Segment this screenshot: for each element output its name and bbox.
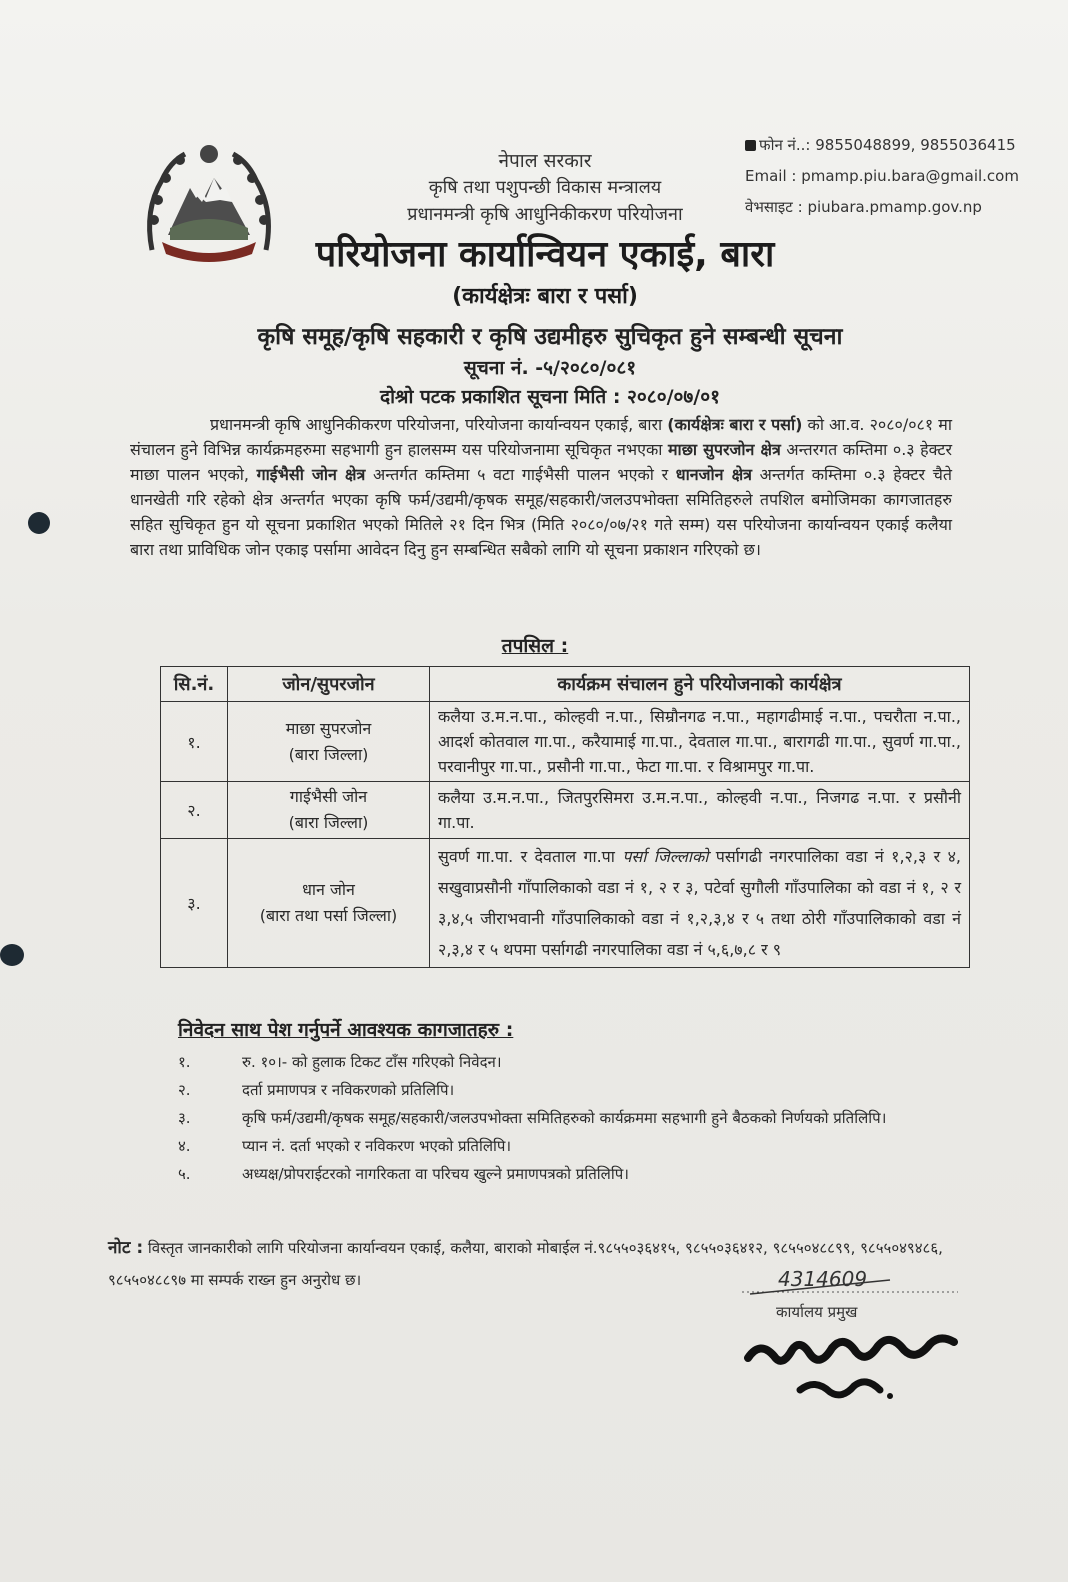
table-row bbox=[161, 839, 970, 968]
item-number: १. bbox=[178, 1053, 191, 1071]
details-heading: तपसिल : bbox=[501, 635, 569, 657]
list-item bbox=[178, 1162, 948, 1187]
nepal-emblem-icon bbox=[140, 140, 278, 265]
intro-text-5: अन्तर्गत कम्तिमा ०.३ हेक्टर चैते धानखेती गरि रहेको क्षेत्र अन्तर्गत भएका कृषि फर्म/उद्यमी/कृषक समूह/सहकारी/जलउपभोक्ता समितिहरुले तपशिल बमोजिमका कागजातहरु सहित सुचिकृत हुन यो सूचना प्रकाशित भएको मितिले २१ दिन भित्र (मिति २०८०/०७/२१ गते सम्म) यस परियोजना कार्यान्वयन एकाई कलैया बारा तथा प्राविधिक जोन एकाइ पर्सामा आवेदन दिनु हुन सम्बन्धित सबैको लागि यो सूचना प्रकाशन गरिएको छ। bbox=[130, 465, 953, 559]
col-area: कार्यक्रम संचालन हुने परियोजनाको कार्यक्षेत्र bbox=[430, 667, 970, 702]
zone-name: माछा सुपरजोन bbox=[285, 718, 372, 738]
item-number: ३. bbox=[178, 1109, 191, 1127]
area-text-italic: पर्सा जिल्लाको bbox=[622, 847, 709, 866]
item-number: ४. bbox=[178, 1137, 191, 1155]
item-text: अध्यक्ष/प्रोपराईटरको नागरिकता वा परिचय खुल्ने प्रमाणपत्रको प्रतिलिपि। bbox=[242, 1165, 629, 1183]
area-text-a: सुवर्ण गा.पा. र देवताल गा.पा bbox=[438, 847, 623, 866]
zone-district: (बारा जिल्ला) bbox=[288, 813, 369, 832]
row-sn: १. bbox=[161, 702, 228, 782]
note-text: विस्तृत जानकारीको लागि परियोजना कार्यान्वयन एकाई, कलैया, बाराको मोबाईल नं.९८५५०३६४१५, ९८५५०३६४१२, ९८५५०४८८९९, ९८५५०४९४८६, ९८५५०४८८९७ मा सम्पर्क राख्न हुन अनुरोध छ। bbox=[108, 1239, 943, 1289]
punch-hole-top bbox=[28, 512, 50, 534]
email-label: Email : bbox=[745, 167, 797, 185]
website-row bbox=[745, 192, 1065, 223]
intro-text-4: अन्तर्गत कम्तिमा ५ वटा गाईभैसी पालन भएको र bbox=[365, 465, 676, 484]
zone-name: गाईभैसी जोन bbox=[289, 787, 368, 806]
notice-number: सूचना नं. -५/२०८०/०८१ bbox=[463, 357, 637, 379]
row-zone bbox=[228, 839, 430, 968]
col-zone: जोन/सुपरजोन bbox=[228, 667, 430, 702]
zone-name: धान जोन bbox=[302, 880, 355, 899]
intro-paragraph bbox=[130, 412, 952, 562]
phone-icon bbox=[745, 140, 756, 151]
handwritten-reference bbox=[740, 1262, 960, 1296]
list-item bbox=[178, 1134, 948, 1159]
letterhead bbox=[310, 148, 780, 314]
intro-bold-3: गाईभैसी जोन क्षेत्र bbox=[256, 465, 366, 484]
notice-date: दोश्रो पटक प्रकाशित सूचना मिति : २०८०/०७/०१ bbox=[380, 386, 720, 408]
intro-bold-1: (कार्यक्षेत्रः बारा र पर्सा) bbox=[667, 415, 803, 434]
intro-text-1: प्रधानमन्त्री कृषि आधुनिकीकरण परियोजना, परियोजना कार्यान्वयन एकाई, बारा bbox=[210, 415, 668, 434]
ministry-name: कृषि तथा पशुपन्छी विकास मन्त्रालय bbox=[428, 177, 662, 198]
row-zone bbox=[228, 782, 430, 839]
table-row bbox=[161, 702, 970, 782]
signature-stamp bbox=[740, 1320, 965, 1410]
zone-table bbox=[160, 666, 970, 968]
col-sn: सि.नं. bbox=[161, 667, 228, 702]
item-text: दर्ता प्रमाणपत्र र नविकरणको प्रतिलिपि। bbox=[242, 1081, 455, 1099]
list-item bbox=[178, 1078, 948, 1103]
row-area bbox=[430, 839, 970, 968]
zone-district: (बारा तथा पर्सा जिल्ला) bbox=[259, 906, 398, 925]
punch-hole-bottom bbox=[0, 944, 24, 966]
website-address: piubara.pmamp.gov.np bbox=[807, 198, 982, 216]
note-label: नोट : bbox=[108, 1238, 144, 1258]
item-number: ५. bbox=[178, 1165, 191, 1183]
documents-heading: निवेदन साथ पेश गर्नुपर्ने आवश्यक कागजातहरु : bbox=[178, 1019, 514, 1041]
work-area: (कार्यक्षेत्रः बारा र पर्सा) bbox=[452, 284, 638, 309]
item-text: प्यान नं. दर्ता भएको र नविकरण भएको प्रतिलिपि। bbox=[242, 1137, 512, 1155]
item-text: कृषि फर्म/उद्यमी/कृषक समूह/सहकारी/जलउपभोक्ता समितिहरुको कार्यक्रममा सहभागी हुने बैठकको निर्णयको प्रतिलिपि। bbox=[242, 1109, 887, 1127]
item-number: २. bbox=[178, 1081, 191, 1099]
row-sn: २. bbox=[161, 782, 228, 839]
intro-text-2: को आ.व. २०८०/०८१ मा संचालन हुने विभिन्न कार्यक्रमहरुमा सहभागी हुन हालसम्म यस परियोजनामा सूचिकृत नभएका bbox=[130, 415, 952, 459]
intro-bold-2: माछा सुपरजोन क्षेत्र bbox=[667, 440, 781, 459]
reference-number: 4314609 bbox=[778, 1267, 868, 1291]
office-chief-label: कार्यालय प्रमुख bbox=[776, 1303, 858, 1321]
row-sn: ३. bbox=[161, 839, 228, 968]
list-item bbox=[178, 1050, 948, 1075]
zone-district: (बारा जिल्ला) bbox=[288, 744, 369, 764]
list-item bbox=[178, 1106, 948, 1131]
row-area: कलैया उ.म.न.पा., कोल्हवी न.पा., सिम्रौनगढ न.पा., महागढीमाई न.पा., पचरौता न.पा., आदर्श कोतवाल गा.पा., करैयामाई गा.पा., देवताल गा.पा., बारागढी गा.पा., सुवर्ण गा.पा., परवानीपुर गा.पा., प्रसौनी गा.पा., फेटा गा.पा. र विश्रामपुर गा.पा. bbox=[430, 702, 970, 782]
table-row bbox=[161, 782, 970, 839]
government-name: नेपाल सरकार bbox=[498, 150, 592, 172]
row-area: कलैया उ.म.न.पा., जितपुरसिमरा उ.म.न.पा., कोल्हवी न.पा., निजगढ न.पा. र प्रसौनी गा.पा. bbox=[430, 782, 970, 839]
project-name: प्रधानमन्त्री कृषि आधुनिकीकरण परियोजना bbox=[407, 204, 683, 225]
intro-text-3: अन्तरगत कम्तिमा ०.३ हेक्टर माछा पालन भएको, bbox=[130, 440, 952, 484]
table-header-row bbox=[161, 667, 970, 702]
area-text-b: पर्सागढी नगरपालिका वडा नं १,२,३ र ४, सखुवाप्रसौनी गाँपालिकाको वडा नं १, २ र ३, पटेर्वा सुगौली गाँउपालिका को वडा नं १, २ र ३,४,५ जीराभवानी गाँउपालिकाको वडा नं १,२,३,४ र ५ तथा ठोरी गाँउपालिकाको वडा नं २,३,४ र ५ थपमा पर्सागढी नगरपालिका वडा नं ५,६,७,८ र ९ bbox=[438, 847, 961, 959]
notice-title-block bbox=[150, 320, 950, 412]
phone-row bbox=[745, 130, 1065, 161]
email-row bbox=[745, 161, 1065, 192]
row-zone bbox=[228, 702, 430, 782]
phone-label: फोन नं..: bbox=[759, 136, 811, 154]
email-address: pmamp.piu.bara@gmail.com bbox=[801, 167, 1019, 185]
phone-numbers: 9855048899, 9855036415 bbox=[815, 136, 1016, 154]
unit-name: परियोजना कार्यान्वियन एकाई, बारा bbox=[315, 234, 775, 275]
intro-bold-4: धानजोन क्षेत्र bbox=[675, 465, 753, 484]
item-text: रु. १०।- को हुलाक टिकट टाँस गरिएको निवेदन। bbox=[242, 1053, 502, 1071]
documents-list bbox=[178, 1050, 948, 1190]
website-label: वेभसाइट : bbox=[745, 198, 803, 216]
contact-block bbox=[745, 130, 1065, 223]
notice-title: कृषि समूह/कृषि सहकारी र कृषि उद्यमीहरु सुचिकृत हुने सम्बन्धी सूचना bbox=[257, 324, 843, 350]
